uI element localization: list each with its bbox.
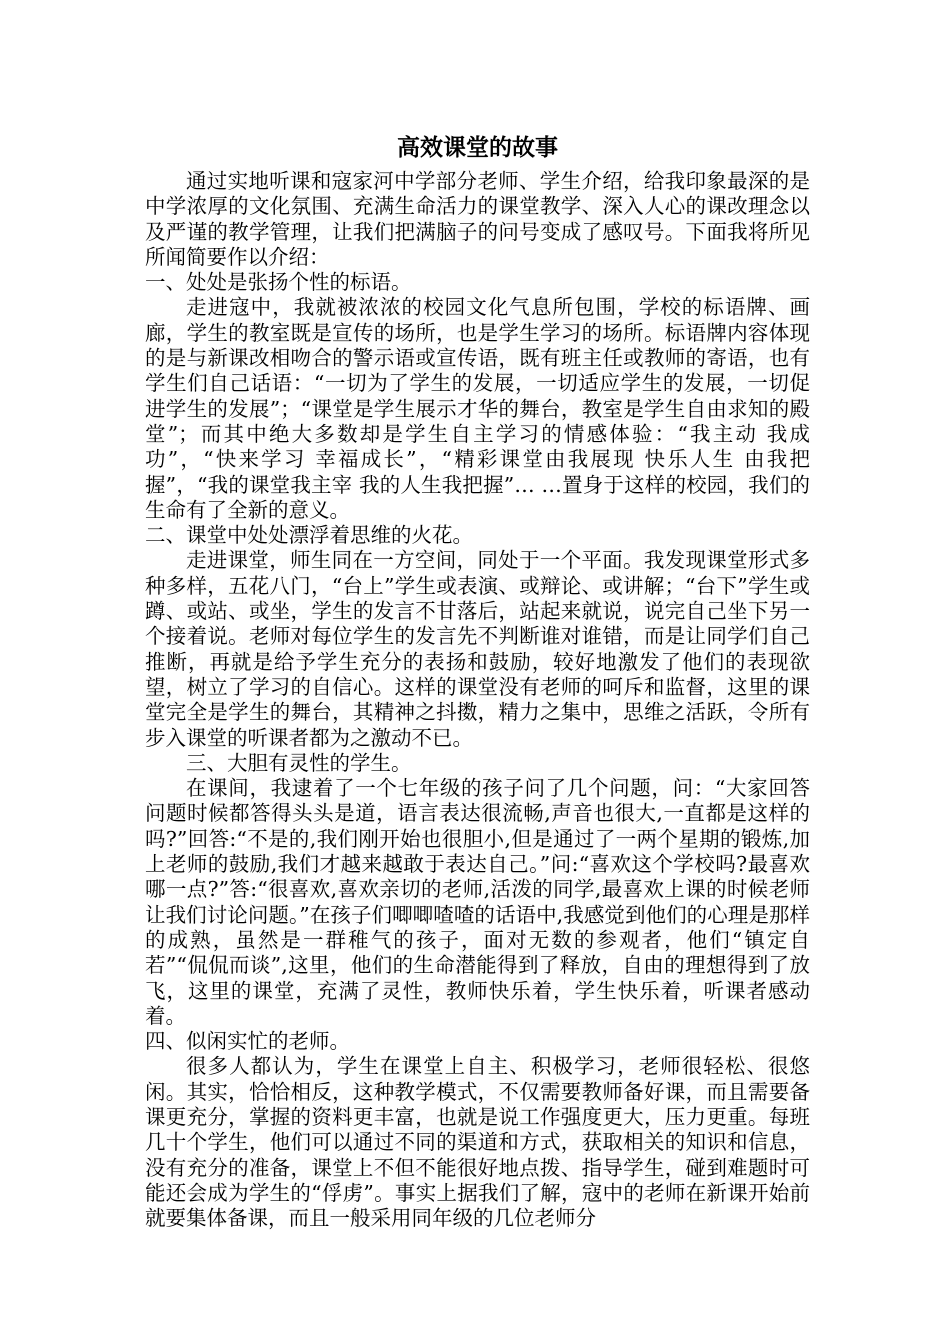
document-page xyxy=(145,133,810,1231)
section-heading-4: 四、似闲实忙的老师。 xyxy=(145,1029,350,1054)
section-heading-1: 一、处处是张扬个性的标语。 xyxy=(145,270,412,295)
paragraph-section-2: 走进课堂，师生同在一方空间，同处于一个平面。我发现课堂形式多种多样，五花八门，“台上”学生或表演、或辩论、或讲解；“台下”学生或蹲、或站、或坐，学生的发言不甘落后，站起来就说，说完自己坐下另一个接着说。老师对每位学生的发言先不判断谁对谁错，而是让同学们自己推断，再就是给予学生充分的表扬和鼓励，较好地激发了他们的表现欲望，树立了学习的自信心。这样的课堂没有老师的呵斥和监督，这里的课堂完全是学生的舞台，其精神之抖擞，精力之集中，思维之活跃，令所有步入课堂的听课者都为之激动不已。 xyxy=(145,548,810,750)
paragraph-section-3: 在课间，我逮着了一个七年级的孩子问了几个问题，问：“大家回答问题时候都答得头头是道，语言表达很流畅,声音也很大,一直都是这样的吗?”回答:“不是的,我们刚开始也很胆小,但是通过了一两个星期的锻炼,加上老师的鼓励,我们才越来越敢于表达自己。”问:“喜欢这个学校吗?最喜欢哪一点?”答:“很喜欢,喜欢亲切的老师,活泼的同学,最喜欢上课的时候老师让我们讨论问题。”在孩子们唧唧喳喳的话语中,我感觉到他们的心理是那样的成熟，虽然是一群稚气的孩子，面对无数的参观者，他们“镇定自若”“侃侃而谈”,这里，他们的生命潜能得到了释放，自由的理想得到了放飞，这里的课堂，充满了灵性，教师快乐着，学生快乐着，听课者感动着。 xyxy=(145,776,810,1028)
paragraph-section-4: 很多人都认为，学生在课堂上自主、积极学习，老师很轻松、很悠闲。其实，恰恰相反，这种教学模式，不仅需要教师备好课，而且需要备课更充分，掌握的资料更丰富，也就是说工作强度更大，压力更重。每班几十个学生，他们可以通过不同的渠道和方式，获取相关的知识和信息，没有充分的准备，课堂上不但不能很好地点拨、指导学生，碰到难题时可能还会成为学生的“俘虏”。事实上据我们了解，寇中的老师在新课开始前就要集体备课，而且一般采用同年级的几位老师分 xyxy=(145,1054,810,1231)
paragraph-section-1: 走进寇中，我就被浓浓的校园文化气息所包围，学校的标语牌、画廊，学生的教室既是宣传的场所，也是学生学习的场所。标语牌内容体现的是与新课改相吻合的警示语或宣传语，既有班主任或教师的寄语，也有学生们自己话语：“一切为了学生的发展，一切适应学生的发展，一切促进学生的发展”；“课堂是学生展示才华的舞台，教室是学生自由求知的殿堂”；而其中绝大多数却是学生自主学习的情感体验：“我主动 我成功”，“快来学习 幸福成长”，“精彩课堂由我展现 快乐人生 由我把握”，“我的课堂我主宰 我的人生我把握”… …置身于这样的校园，我们的生命有了全新的意义。 xyxy=(145,295,810,522)
section-heading-3: 三、大胆有灵性的学生。 xyxy=(186,750,412,775)
document-title: 高效课堂的故事 xyxy=(397,134,558,161)
section-heading-2: 二、课堂中处处漂浮着思维的火花。 xyxy=(145,523,473,548)
paragraph-intro: 通过实地听课和寇家河中学部分老师、学生介绍，给我印象最深的是中学浓厚的文化氛围、充满生命活力的课堂教学、深入人心的课改理念以及严谨的教学管理，让我们把满脑子的问号变成了感叹号。下面我将所见所闻简要作以介绍： xyxy=(145,169,810,269)
